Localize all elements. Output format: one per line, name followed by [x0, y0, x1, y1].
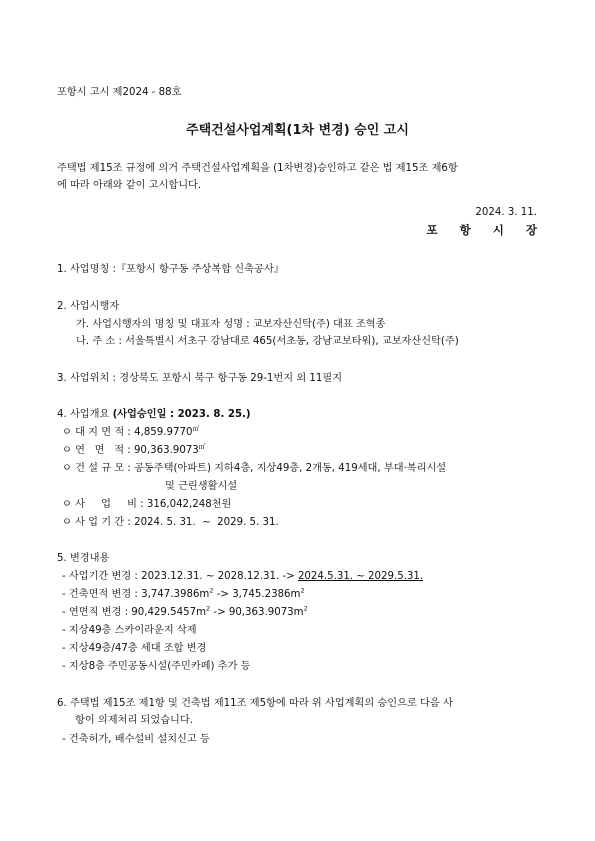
overview-label: ㅇ 사 업 비 : — [62, 499, 144, 510]
section-4-heading — [57, 410, 251, 420]
change-floor-area-new: -> 90,363.9073m — [210, 607, 304, 618]
section-4-heading-text: 4. 사업개요 — [57, 409, 113, 420]
overview-scale — [62, 464, 446, 474]
overview-label: ㅇ 사 업 기 간 : — [62, 517, 131, 528]
overview-site-area — [62, 424, 199, 438]
change-period-old: - 사업기간 변경 : 2023.12.31. ~ 2028.12.31. -> — [62, 571, 298, 582]
section-6-line-3: - 건축허가, 배수설비 설치신고 등 — [62, 734, 210, 745]
change-floor-area-old: - 연면직 변경 : 90,429.5457m — [62, 607, 207, 618]
notice-number: 포항시 고시 제2024 - 88호 — [57, 87, 182, 98]
overview-value: 4,859.9770 — [134, 427, 193, 438]
unit-sup: 2 — [209, 586, 214, 595]
overview-label: ㅇ 연 면 적 : — [62, 445, 131, 456]
overview-label: ㅇ 대 지 면 적 : — [62, 427, 131, 438]
change-period — [62, 572, 423, 582]
approval-date: (사업승인일 : 2023. 8. 25.) — [112, 409, 251, 420]
unit-sqm: ㎡ — [198, 442, 206, 451]
notice-title: 주택건설사업계획(1차 변경) 승인 고시 — [186, 123, 409, 138]
notice-date: 2024. 3. 11. — [475, 207, 537, 218]
change-item: - 지상8층 주민공동시설(주민카페) 추가 등 — [62, 661, 251, 672]
overview-scale-cont: 및 근린생활시설 — [165, 481, 238, 492]
section-3-location: 3. 사업위치 : 경상북도 포항시 북구 항구동 29-1번지 외 11필지 — [57, 373, 343, 384]
unit-sup: 2 — [300, 586, 305, 595]
intro-line-2: 에 따라 아래와 같이 고시합니다. — [57, 180, 202, 191]
section-6-line-1: 6. 주택법 제15조 제1항 및 건축법 제11조 제5항에 따라 위 사업계획의 승인으로 다음 사 — [57, 698, 453, 709]
overview-value: 공동주택(아파트) 지하4층, 지상49층, 2개동, 419세대, 부대·복리시설 — [134, 463, 447, 474]
unit-sup: 2 — [303, 604, 308, 613]
change-building-area-old: - 건축면적 변경 : 3,747.3986m — [62, 589, 210, 600]
overview-cost — [62, 500, 231, 510]
overview-value: 90,363.9073 — [133, 445, 199, 456]
overview-period — [62, 518, 279, 528]
overview-floor-area — [62, 442, 206, 456]
change-period-new: 2024.5.31. ~ 2029.5.31. — [297, 571, 424, 582]
change-floor-area — [62, 604, 308, 618]
section-2-item-a: 가. 사업시행자의 명칭 및 대표자 성명 : 교보자산신탁(주) 대표 조혁종 — [76, 319, 386, 330]
section-2-heading: 2. 사업시행자 — [57, 301, 120, 312]
unit-sup: 2 — [206, 604, 211, 613]
overview-value: 2024. 5. 31. ~ 2029. 5. 31. — [134, 517, 279, 528]
section-6-line-2: 항이 의제처리 되었습니다. — [75, 715, 193, 726]
section-1-project-name: 1. 사업명칭 :『포항시 항구동 주상복합 신축공사』 — [57, 264, 284, 275]
change-item: - 지상49층 스카이라운지 삭제 — [62, 625, 197, 636]
unit-sqm: ㎡ — [192, 424, 199, 433]
intro-line-1: 주택법 제15조 규정에 의거 주택건설사업계획을 (1차변경)승인하고 같은 법 제15조 제6항 — [57, 163, 458, 174]
change-building-area-new: -> 3,745.2386m — [213, 589, 301, 600]
issuer-name: 포 항 시 장 — [426, 223, 546, 237]
section-2-item-b: 나. 주 소 : 서울특별시 서초구 강남대로 465(서초동, 강남교보타워), 교보자산신탁(주) — [76, 336, 459, 347]
section-5-heading: 5. 변경내용 — [57, 553, 110, 564]
overview-label: ㅇ 건 설 규 모 : — [62, 463, 131, 474]
change-building-area — [62, 586, 305, 600]
overview-value: 316,042,248천원 — [146, 499, 232, 510]
change-item: - 지상49층/47층 세대 조합 변경 — [62, 643, 207, 654]
